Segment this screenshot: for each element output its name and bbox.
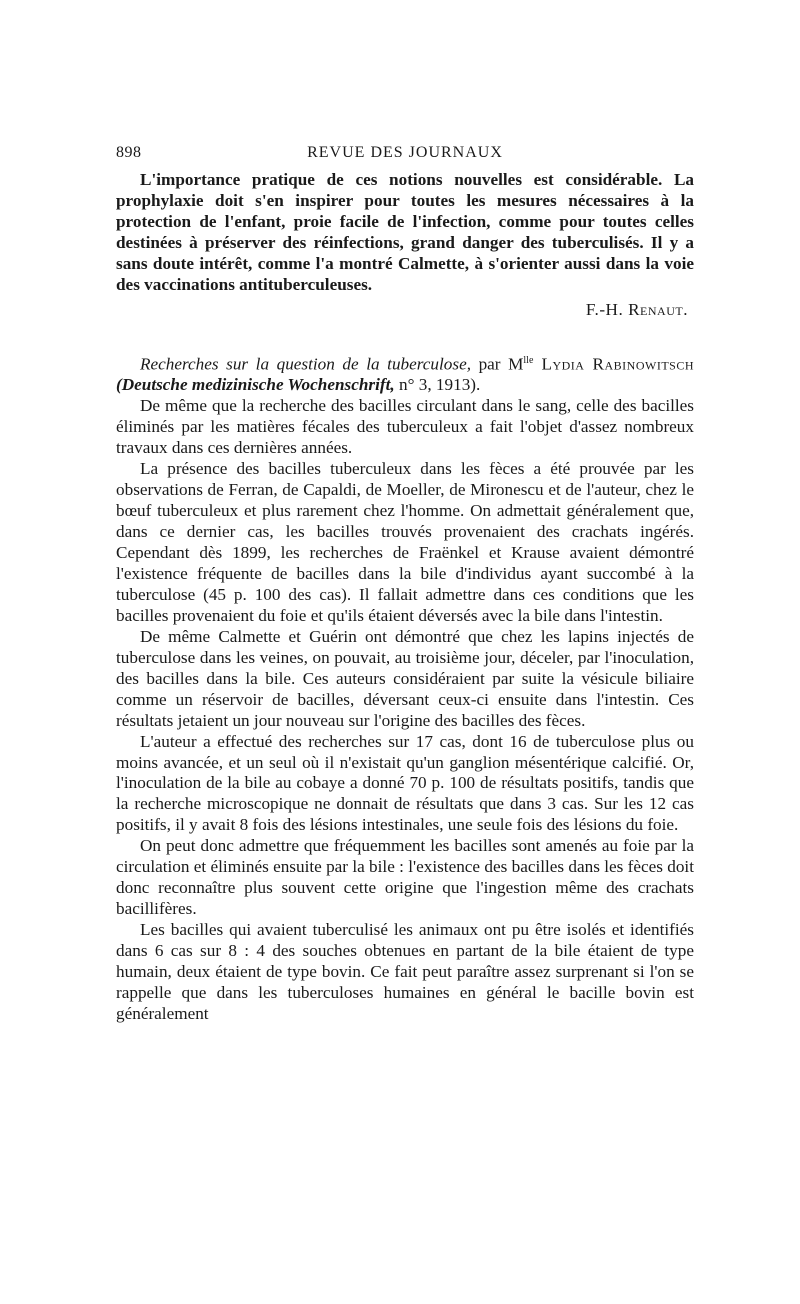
journal-issue: n° 3, 1913). (394, 375, 481, 395)
article-heading (116, 351, 694, 397)
page-header (116, 140, 694, 170)
paragraph: De même Calmette et Guérin ont démontré que chez les lapins injectés de tuberculose dans les veines, on pouvait, au troisième jour, déceler, par l'inoculation, des bacilles dans la bile. Ces auteurs considéraient par suite la vésicule biliaire comme un réservoir de bacilles, déversant ceux-ci ensuite dans l'intestin. Ces résultats jetaient un jour nouveau sur l'origine des bacilles des fèces. (116, 626, 694, 730)
paragraph: On peut donc admettre que fréquemment les bacilles sont amenés au foie par la circulation et éliminés ensuite par la bile : l'existence des bacilles dans les fèces doit donc reconnaître plus souvent cette origine que l'ingestion même des crachats bacillifères. (116, 836, 694, 919)
running-title: REVUE DES JOURNAUX (307, 144, 503, 161)
paragraph: L'auteur a effectué des recherches sur 17 cas, dont 16 de tuberculose plus ou moins avancée, et un seul où il n'existait qu'un ganglion mésentérique calcifié. Or, l'inoculation de la bile au cobaye a donné 70 p. 100 de résultats positifs, tandis que la recherche microscopique ne donnait de résultats que dans 3 cas. Sur les 12 cas positifs, il y avait 8 fois des lésions intestinales, une seule fois des lésions du foie. (116, 731, 694, 835)
intro-paragraph: L'importance pratique de ces notions nouvelles est considérable. La prophylaxie doit s'en inspirer pour toutes les mesures nécessaires à la protection de l'enfant, proie facile de l'infection, comme pour toutes celles destinées à préserver des réinfections, grand danger des tuberculisés. Il y a sans doute intérêt, comme l'a montré Calmette, à s'orienter aussi dans la voie des vaccinations antituberculeuses. (116, 170, 694, 294)
author-prefix-sup: lle (523, 354, 534, 366)
document-page (116, 140, 694, 1025)
paragraph: Les bacilles qui avaient tuberculisé les animaux ont pu être isolés et identifiés dans 6 cas sur 8 : 4 des souches obtenues en partant de la bile étaient de type humain, deux étaient de type bovin. Ce fait peut paraître assez surprenant si l'on se rappelle que dans les tuberculoses humaines en général le bacille bovin est généralement (116, 920, 694, 1023)
journal-name: (Deutsche medizinische Wochenschrift, (116, 375, 395, 395)
paragraph: De même que la recherche des bacilles circulant dans le sang, celle des bacilles éliminés par les matières fécales des tuberculeux a fait l'objet d'assez nombreux travaux dans ces dernières années. (116, 396, 694, 458)
page-number: 898 (116, 144, 142, 161)
paragraph: La présence des bacilles tuberculeux dans les fèces a été prouvée par les observations de Ferran, de Capaldi, de Moeller, de Mironescu et de l'auteur, chez le bœuf tuberculeux et plus rarement chez l'homme. On admettait généralement que, dans ce dernier cas, les bacilles trouvés provenaient des crachats ingérés. Cependant dès 1899, les recherches de Fraënkel et Krause avaient démontré l'existence fréquente de bacilles dans la bile d'individus ayant succombé à la tuberculose (45 p. 100 des cas). Il fallait admettre dans ces conditions que les bacilles provenaient du foie et qu'ils étaient déversés avec la bile dans l'intestin. (116, 459, 694, 625)
article-title: Recherches sur la question de la tuberculose, (140, 354, 472, 374)
body-text (116, 170, 694, 1025)
section-gap (116, 321, 694, 351)
article-by: par (471, 354, 509, 374)
author-prefix: M (508, 354, 524, 374)
author-name: Lydia Rabinowitsch (533, 354, 694, 374)
author-signature: F.-H. Renaut. (585, 299, 688, 319)
